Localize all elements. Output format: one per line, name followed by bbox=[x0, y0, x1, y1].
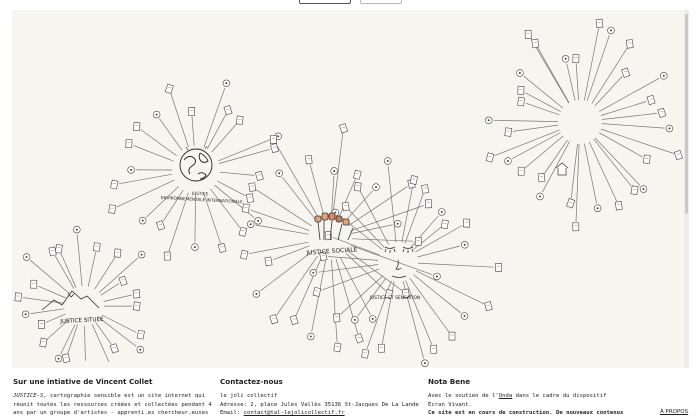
resource-audio-icon[interactable] bbox=[73, 226, 80, 233]
map-ray-line bbox=[418, 263, 494, 267]
email-label: Email: bbox=[220, 409, 241, 416]
resource-document-icon[interactable] bbox=[93, 243, 100, 252]
map-ray-line bbox=[192, 116, 194, 146]
resource-audio-icon[interactable] bbox=[461, 241, 468, 248]
footer-contact-address: Adresse: 2, place Jules Vallès 35136 St-Jacques De La Lande bbox=[220, 401, 419, 408]
map-ray-line bbox=[318, 265, 378, 273]
resource-document-icon[interactable] bbox=[567, 198, 575, 208]
map-ray-line bbox=[567, 64, 575, 101]
resource-audio-icon[interactable] bbox=[192, 244, 199, 251]
map-ray-line bbox=[104, 295, 132, 302]
resource-document-icon[interactable] bbox=[15, 293, 22, 301]
map-scrollbar-thumb[interactable] bbox=[685, 14, 688, 214]
resource-document-icon[interactable] bbox=[114, 249, 121, 258]
resource-document-icon[interactable] bbox=[270, 135, 276, 143]
top-button-left[interactable] bbox=[299, 0, 351, 4]
resource-document-icon[interactable] bbox=[622, 68, 630, 78]
footer-about-title: Sur une intiative de Vincent Collet bbox=[13, 377, 153, 386]
resource-document-icon[interactable] bbox=[339, 124, 347, 134]
map-ray-line bbox=[531, 39, 569, 104]
map-ray-line bbox=[217, 181, 245, 196]
resource-audio-icon[interactable] bbox=[384, 158, 391, 165]
map-ray-line bbox=[595, 76, 622, 106]
map-ray-line bbox=[141, 130, 177, 156]
map-ray-line bbox=[282, 177, 316, 221]
map-ray-line bbox=[117, 180, 175, 207]
map-ray-line bbox=[601, 102, 646, 116]
resource-document-icon[interactable] bbox=[431, 345, 437, 353]
resource-audio-icon[interactable] bbox=[138, 251, 145, 258]
resource-document-icon[interactable] bbox=[126, 140, 132, 148]
resource-audio-icon[interactable] bbox=[505, 158, 512, 165]
map-ray-line bbox=[207, 115, 225, 149]
map-ray-line bbox=[100, 318, 137, 346]
resource-audio-icon[interactable] bbox=[394, 220, 401, 227]
map-ray-line bbox=[584, 144, 596, 204]
resource-document-icon[interactable] bbox=[631, 186, 638, 195]
map-ray-line bbox=[101, 284, 119, 296]
resource-document-icon[interactable] bbox=[361, 349, 368, 358]
map-ray-line bbox=[219, 149, 270, 163]
resource-document-icon[interactable] bbox=[525, 30, 531, 38]
resource-document-icon[interactable] bbox=[532, 39, 539, 48]
map-ray-line bbox=[249, 242, 308, 254]
sensitive-map-canvas[interactable] bbox=[12, 10, 684, 368]
mountains-drawing bbox=[42, 291, 99, 310]
map-ray-line bbox=[592, 48, 627, 103]
footer-contact-email bbox=[220, 409, 420, 417]
resource-audio-icon[interactable] bbox=[23, 254, 30, 261]
resource-audio-icon[interactable] bbox=[660, 72, 667, 79]
map-ray-line bbox=[220, 172, 255, 175]
resource-document-icon[interactable] bbox=[133, 290, 140, 299]
site-name: JUSTICE-S bbox=[13, 393, 44, 400]
resource-audio-icon[interactable] bbox=[255, 217, 262, 224]
resource-document-icon[interactable] bbox=[334, 343, 341, 352]
resource-audio-icon[interactable] bbox=[253, 291, 260, 298]
resource-document-icon[interactable] bbox=[236, 116, 243, 125]
map-ray-line bbox=[171, 94, 189, 148]
resource-document-icon[interactable] bbox=[240, 250, 248, 259]
resource-audio-icon[interactable] bbox=[307, 333, 314, 340]
cluster-label-situee[interactable]: JUSTICE SITUÉE bbox=[60, 316, 104, 326]
resource-document-icon[interactable] bbox=[119, 276, 127, 286]
map-ray-line bbox=[402, 185, 413, 243]
map-ray-line bbox=[416, 271, 484, 304]
map-ray-line bbox=[211, 189, 240, 228]
resource-audio-icon[interactable] bbox=[461, 313, 468, 320]
resource-document-icon[interactable] bbox=[137, 330, 144, 339]
resource-document-icon[interactable] bbox=[615, 201, 622, 210]
resource-document-icon[interactable] bbox=[538, 173, 545, 182]
resource-document-icon[interactable] bbox=[415, 237, 421, 245]
resource-document-icon[interactable] bbox=[355, 334, 363, 344]
map-ray-line bbox=[276, 144, 319, 219]
resource-document-icon[interactable] bbox=[313, 287, 321, 296]
resource-audio-icon[interactable] bbox=[373, 184, 380, 191]
resource-document-icon[interactable] bbox=[647, 95, 655, 104]
footer-contact-column bbox=[220, 378, 420, 417]
footer-notes-support bbox=[428, 392, 628, 400]
resource-document-icon[interactable] bbox=[658, 108, 666, 117]
map-ray-line bbox=[31, 309, 65, 314]
resource-document-icon[interactable] bbox=[449, 332, 455, 340]
about-link[interactable]: À PROPOS bbox=[660, 409, 689, 415]
resource-audio-icon[interactable] bbox=[562, 55, 569, 62]
resource-audio-icon[interactable] bbox=[434, 273, 441, 280]
map-ray-line bbox=[602, 124, 665, 129]
resource-document-icon[interactable] bbox=[518, 167, 524, 175]
resource-audio-icon[interactable] bbox=[537, 193, 544, 200]
map-ray-line bbox=[61, 324, 76, 354]
footer-contact-org: le joli collectif bbox=[220, 393, 278, 400]
resource-document-icon[interactable] bbox=[224, 105, 232, 114]
resource-document-icon[interactable] bbox=[626, 40, 633, 49]
map-ray-line bbox=[352, 225, 393, 234]
resource-audio-icon[interactable] bbox=[438, 209, 445, 216]
map-ray-line bbox=[352, 239, 413, 241]
resource-document-icon[interactable] bbox=[518, 86, 524, 94]
resource-document-icon[interactable] bbox=[165, 84, 173, 93]
raised-fists-drawing bbox=[315, 213, 353, 240]
resource-document-icon[interactable] bbox=[463, 219, 469, 227]
resource-audio-icon[interactable] bbox=[22, 311, 29, 318]
map-ray-line bbox=[513, 125, 558, 131]
resource-audio-icon[interactable] bbox=[137, 346, 144, 353]
resource-document-icon[interactable] bbox=[421, 185, 428, 194]
resource-document-icon[interactable] bbox=[505, 128, 512, 137]
resource-audio-icon[interactable] bbox=[276, 170, 283, 177]
resource-document-icon[interactable] bbox=[62, 354, 70, 363]
footer-about-text bbox=[13, 392, 213, 417]
resource-document-icon[interactable] bbox=[333, 314, 340, 322]
footer bbox=[0, 368, 700, 420]
resource-audio-icon[interactable] bbox=[594, 205, 601, 212]
resource-audio-icon[interactable] bbox=[139, 217, 146, 224]
resource-document-icon[interactable] bbox=[425, 200, 431, 208]
resource-document-icon[interactable] bbox=[265, 257, 272, 266]
support-text-a: Avec le soutien de l' bbox=[428, 393, 499, 400]
map-ray-line bbox=[95, 257, 115, 289]
map-ray-line bbox=[332, 260, 338, 343]
resource-document-icon[interactable] bbox=[239, 227, 247, 236]
footer-notes-program: Écran Vivant. bbox=[428, 401, 472, 408]
map-ray-line bbox=[88, 252, 96, 287]
resource-document-icon[interactable] bbox=[342, 202, 349, 211]
cluster-label-sensation[interactable]: JUSTICE ET SENSATION bbox=[369, 296, 421, 301]
resource-audio-icon[interactable] bbox=[608, 27, 615, 34]
map-drawing bbox=[12, 10, 684, 368]
resource-document-icon[interactable] bbox=[305, 155, 312, 164]
resource-audio-icon[interactable] bbox=[351, 317, 358, 324]
resource-document-icon[interactable] bbox=[242, 204, 249, 213]
resource-audio-icon[interactable] bbox=[422, 360, 429, 367]
top-button-right[interactable] bbox=[360, 0, 402, 4]
map-ray-line bbox=[296, 258, 321, 315]
map-ray-line bbox=[61, 253, 76, 287]
map-ray-line bbox=[92, 324, 109, 362]
resource-document-icon[interactable] bbox=[573, 55, 579, 63]
cluster-label-social[interactable]: JUSTICE SOCIALE bbox=[306, 246, 358, 257]
map-ray-line bbox=[599, 133, 642, 157]
resource-document-icon[interactable] bbox=[247, 194, 254, 203]
map-ray-line bbox=[119, 174, 172, 184]
map-ray-line bbox=[414, 275, 461, 313]
map-ray-line bbox=[134, 146, 174, 162]
cluster-label-env[interactable]: JUSTICEENVIRONNEMENTALE INTERNATIONALE bbox=[160, 190, 243, 205]
resource-document-icon[interactable] bbox=[270, 315, 278, 325]
resource-audio-icon[interactable] bbox=[310, 269, 317, 276]
map-ray-line bbox=[212, 124, 237, 152]
resource-document-icon[interactable] bbox=[40, 338, 47, 347]
map-ray-line bbox=[256, 225, 309, 234]
resource-audio-icon[interactable] bbox=[223, 80, 230, 87]
map-ray-line bbox=[77, 235, 82, 287]
map-ray-line bbox=[339, 179, 356, 217]
email-link[interactable]: contact@tal-lejolicollectif.fr bbox=[243, 409, 345, 416]
map-ray-line bbox=[576, 64, 578, 100]
map-ray-line bbox=[85, 326, 86, 361]
resource-document-icon[interactable] bbox=[573, 223, 579, 231]
map-ray-line bbox=[494, 120, 558, 121]
globe-drawing bbox=[180, 146, 212, 181]
footer-notes-construction: Ce site est en cours de construction. De nouveaux contenus bbox=[428, 409, 624, 416]
resource-document-icon[interactable] bbox=[188, 107, 194, 115]
map-ray-line bbox=[584, 28, 598, 100]
resource-document-icon[interactable] bbox=[164, 252, 170, 260]
map-ray-line bbox=[388, 166, 396, 242]
map-ray-line bbox=[257, 190, 312, 226]
resource-audio-icon[interactable] bbox=[331, 168, 338, 175]
map-ray-line bbox=[571, 144, 577, 198]
top-toolbar bbox=[0, 0, 700, 8]
map-ray-line bbox=[525, 136, 563, 168]
resource-document-icon[interactable] bbox=[31, 280, 37, 288]
map-ray-line bbox=[601, 129, 674, 154]
resource-document-icon[interactable] bbox=[156, 221, 164, 231]
resource-document-icon[interactable] bbox=[353, 170, 361, 179]
map-ray-line bbox=[218, 138, 273, 161]
map-ray-line bbox=[346, 253, 385, 290]
resource-document-icon[interactable] bbox=[441, 220, 448, 229]
map-ray-line bbox=[526, 103, 559, 115]
resource-document-icon[interactable] bbox=[218, 243, 226, 252]
resource-document-icon[interactable] bbox=[133, 302, 140, 311]
map-ray-line bbox=[349, 210, 384, 247]
resource-audio-icon[interactable] bbox=[247, 221, 254, 228]
resource-document-icon[interactable] bbox=[596, 19, 603, 28]
map-ray-line bbox=[348, 187, 407, 226]
resource-document-icon[interactable] bbox=[249, 183, 256, 192]
resource-document-icon[interactable] bbox=[495, 263, 501, 271]
resource-document-icon[interactable] bbox=[643, 155, 650, 164]
resource-document-icon[interactable] bbox=[55, 244, 62, 253]
resource-document-icon[interactable] bbox=[354, 183, 361, 192]
footer-contact-title: Contactez-nous bbox=[220, 377, 283, 386]
resource-audio-icon[interactable] bbox=[517, 70, 524, 77]
map-ray-line bbox=[495, 130, 560, 156]
map-ray-line bbox=[351, 206, 424, 231]
map-ray-line bbox=[277, 256, 318, 315]
onda-link[interactable]: Onda bbox=[498, 393, 513, 400]
map-ray-line bbox=[595, 138, 640, 186]
resource-document-icon[interactable] bbox=[255, 171, 263, 180]
resource-document-icon[interactable] bbox=[518, 97, 525, 106]
resource-document-icon[interactable] bbox=[410, 175, 418, 184]
resource-document-icon[interactable] bbox=[109, 205, 116, 214]
face-drawing bbox=[385, 247, 413, 278]
map-ray-line bbox=[38, 286, 65, 298]
footer-about-column bbox=[13, 378, 213, 417]
resource-document-icon[interactable] bbox=[290, 315, 298, 325]
resource-audio-icon[interactable] bbox=[666, 125, 673, 132]
map-ray-line bbox=[602, 113, 657, 119]
map-ray-line bbox=[169, 193, 189, 252]
resource-document-icon[interactable] bbox=[133, 122, 140, 131]
resource-document-icon[interactable] bbox=[38, 320, 44, 328]
map-ray-line bbox=[333, 133, 343, 216]
resource-document-icon[interactable] bbox=[110, 344, 118, 354]
resource-document-icon[interactable] bbox=[271, 143, 279, 152]
resource-audio-icon[interactable] bbox=[640, 186, 647, 193]
map-ray-line bbox=[594, 139, 632, 186]
resource-audio-icon[interactable] bbox=[153, 111, 160, 118]
resource-document-icon[interactable] bbox=[486, 153, 494, 162]
map-ray-line bbox=[310, 165, 324, 217]
resource-audio-icon[interactable] bbox=[369, 316, 376, 323]
footer-notes-title: Nota Bene bbox=[428, 377, 471, 386]
resource-audio-icon[interactable] bbox=[485, 117, 492, 124]
resource-document-icon[interactable] bbox=[674, 150, 682, 160]
resource-document-icon[interactable] bbox=[110, 180, 118, 189]
footer-notes-column bbox=[428, 378, 628, 417]
footer-about-body: , cartographie sensible est un site internet qui réunit toutes les ressources créées et collectées pendant 4 ans par un groupe d'artistes - apprenti.es chercheur.euses bbox=[13, 393, 212, 416]
house-drawing bbox=[556, 163, 568, 175]
resource-audio-icon[interactable] bbox=[55, 355, 62, 362]
support-text-b: dans le cadre du dispositif bbox=[512, 393, 607, 400]
map-ray-line bbox=[99, 258, 138, 293]
resource-document-icon[interactable] bbox=[485, 301, 493, 310]
map-ray-line bbox=[204, 88, 225, 147]
resource-document-icon[interactable] bbox=[378, 344, 384, 352]
resource-audio-icon[interactable] bbox=[128, 167, 135, 174]
